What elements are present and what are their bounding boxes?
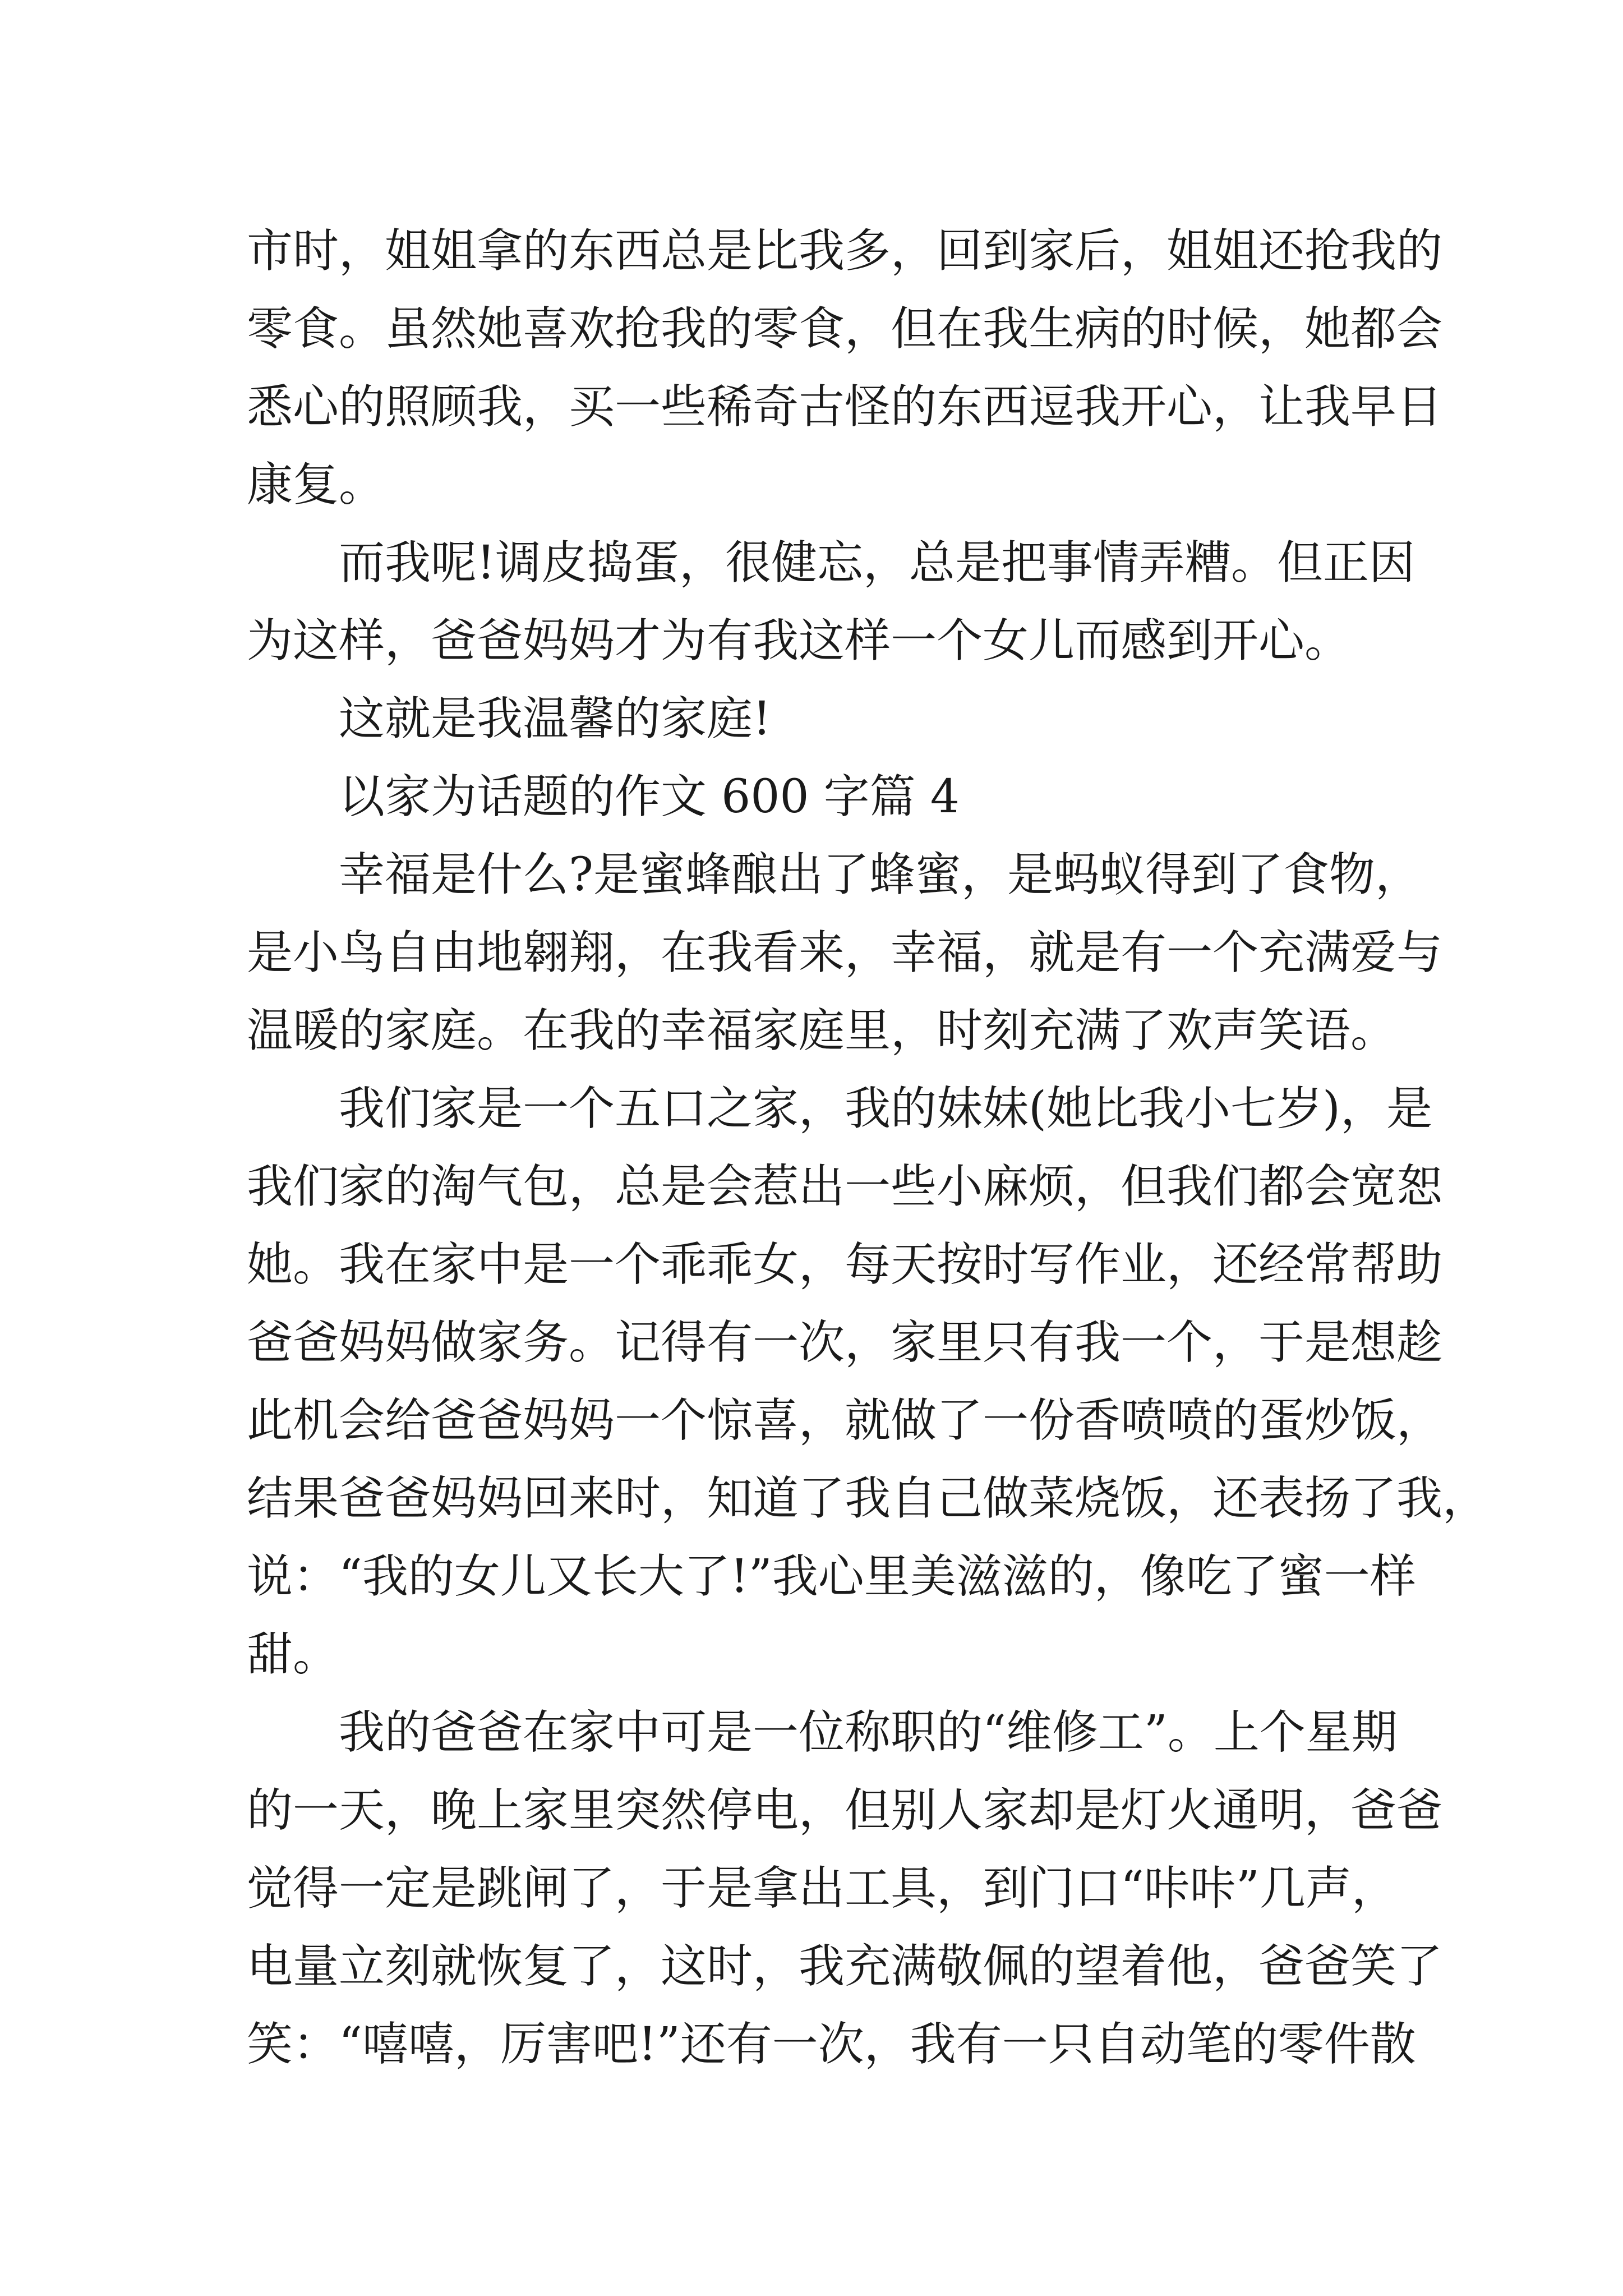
paragraph <box>247 680 1391 758</box>
text-line: 的一天，晚上家里突然停电，但别人家却是灯火通明，爸爸 <box>247 1784 1443 1837</box>
text-line: 我们家是一个五口之家，我的妹妹(她比我小七岁)，是 <box>339 1082 1432 1135</box>
text-line: 此机会给爸爸妈妈一个惊喜，就做了一份香喷喷的蛋炒饭， <box>247 1394 1443 1447</box>
text-line: 而我呢!调皮捣蛋，很健忘，总是把事情弄糟。但正因 <box>339 536 1415 590</box>
text-line: 笑：“嘻嘻，厉害吧!”还有一次，我有一只自动笔的零件散 <box>247 2018 1416 2071</box>
text-line: 她。我在家中是一个乖乖女，每天按时写作业，还经常帮助 <box>247 1238 1443 1291</box>
paragraph <box>247 836 1443 1070</box>
text-line: 甜。 <box>247 1628 339 1681</box>
text-line: 爸爸妈妈做家务。记得有一次，家里只有我一个，于是想趁 <box>247 1316 1443 1369</box>
text-line: 康复。 <box>247 458 385 512</box>
paragraph <box>247 212 1443 524</box>
text-line: 我们家的淘气包，总是会惹出一些小麻烦，但我们都会宽恕 <box>247 1160 1443 1213</box>
text-line: 零食。虽然她喜欢抢我的零食，但在我生病的时候，她都会 <box>247 302 1443 356</box>
text-line: 这就是我温馨的家庭! <box>339 692 771 746</box>
text-line: 温暖的家庭。在我的幸福家庭里，时刻充满了欢声笑语。 <box>247 1004 1397 1057</box>
text-line: 幸福是什么?是蜜蜂酿出了蜂蜜，是蚂蚁得到了食物， <box>339 848 1421 901</box>
paragraph <box>247 1694 1443 2083</box>
text-line: 悉心的照顾我，买一些稀奇古怪的东西逗我开心，让我早日 <box>247 380 1443 434</box>
section-heading <box>247 758 1391 836</box>
text-line: 是小鸟自由地翱翔，在我看来，幸福，就是有一个充满爱与 <box>247 926 1443 979</box>
text-line: 市时，姐姐拿的东西总是比我多，回到家后，姐姐还抢我的 <box>247 224 1443 278</box>
text-line: 为这样，爸爸妈妈才为有我这样一个女儿而感到开心。 <box>247 614 1351 668</box>
text-line: 以家为话题的作文 600 字篇 4 <box>339 770 960 823</box>
text-line: 电量立刻就恢复了，这时，我充满敬佩的望着他，爸爸笑了 <box>247 1940 1443 1993</box>
paragraph <box>247 524 1415 680</box>
text-line: 觉得一定是跳闸了，于是拿出工具，到门口“咔咔”几声， <box>247 1862 1398 1915</box>
paragraph <box>247 1070 1489 1694</box>
text-line: 说：“我的女儿又长大了!”我心里美滋滋的，像吃了蜜一样 <box>247 1550 1416 1603</box>
text-line: 我的爸爸在家中可是一位称职的“维修工”。上个星期 <box>339 1706 1398 1759</box>
text-line: 结果爸爸妈妈回来时，知道了我自己做菜烧饭，还表扬了我， <box>247 1472 1489 1525</box>
document-body <box>247 212 1489 2083</box>
